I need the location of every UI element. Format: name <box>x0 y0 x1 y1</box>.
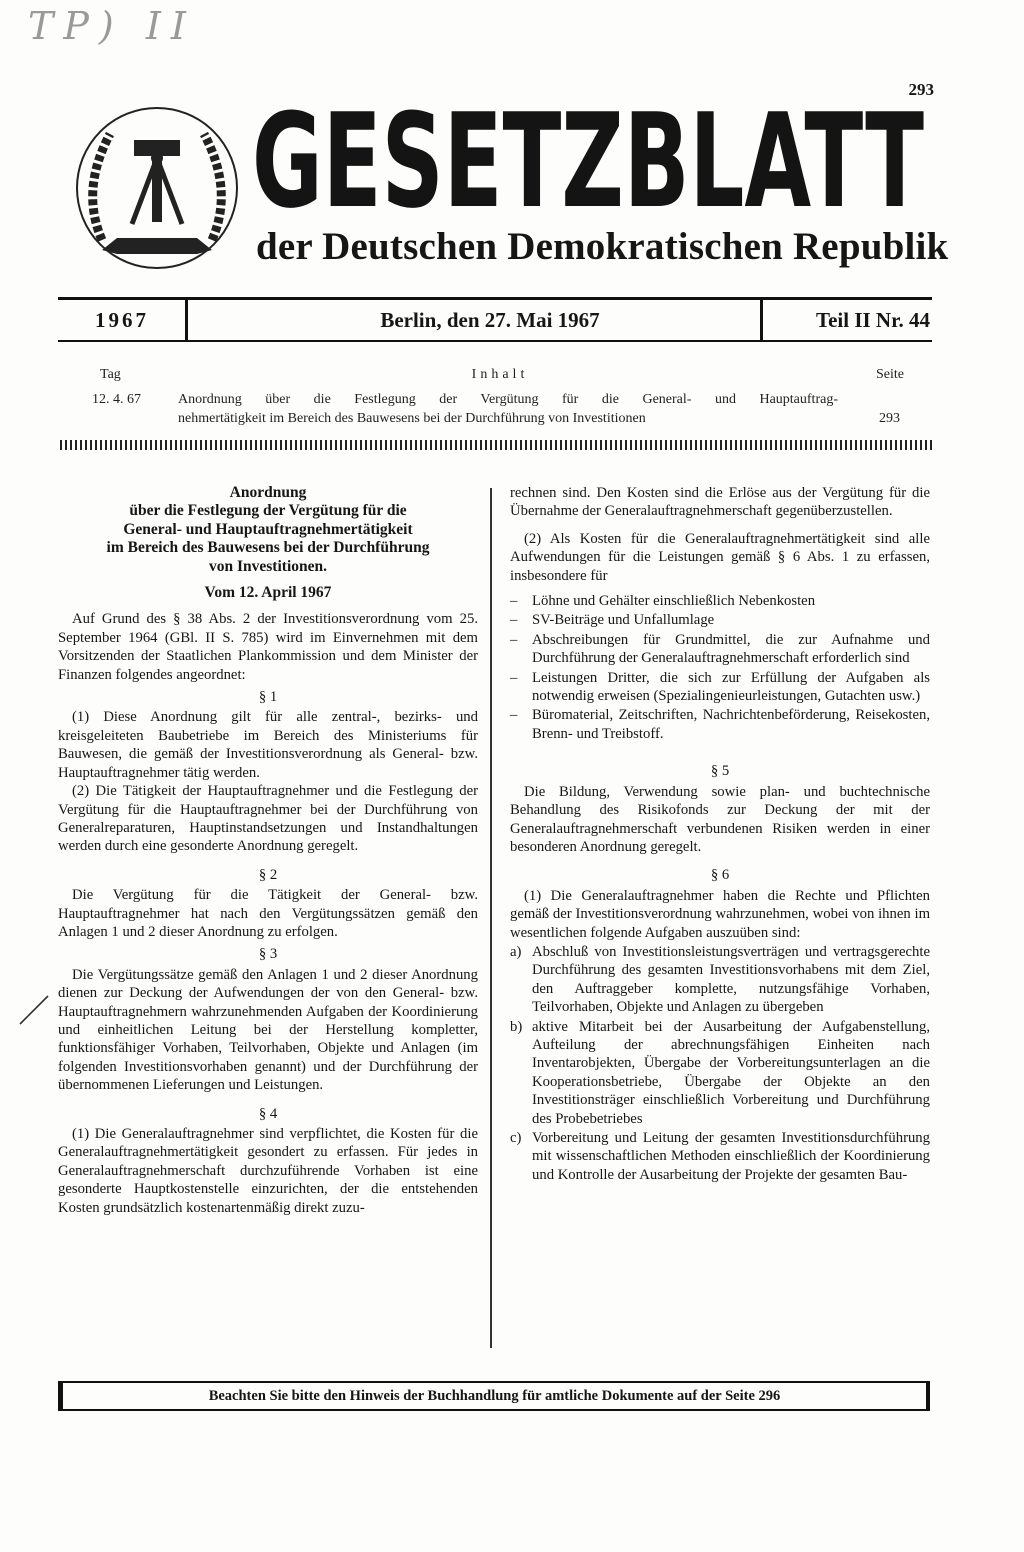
gdr-coat-of-arms-icon <box>72 100 242 278</box>
cost-list-item: – Abschreibungen für Grundmittel, die zur Aufnahme und Durchführung der Generalauftragnehmerschaft erforderlich sind <box>510 631 930 667</box>
cost-list-item: – Leistungen Dritter, die sich zur Erfüllung der Aufgaben als notwendig erweisen (Spezialingenieurleistungen, Gutachten usw.) <box>510 669 930 705</box>
header-divider-right <box>760 300 763 340</box>
page-number: 293 <box>908 80 934 99</box>
issue-part-number: Teil II Nr. 44 <box>816 308 930 332</box>
toc-entry-text: Anordnung über die Festlegung der Vergütung für die General- und Hauptauftrag- nehmertätigkeit im Bereich des Bauwesens bei der Durchführung von Investitionen <box>178 392 838 426</box>
column-divider <box>490 488 492 1348</box>
masthead-title <box>248 96 928 216</box>
section-1-heading: § 1 <box>258 689 278 706</box>
article-title: Anordnung über die Festlegung der Vergütung für die General- und Hauptauftragnehmertätigkeit im Bereich des Bauwesens bei der Durchführung von Investitionen. <box>106 484 430 575</box>
section-4-paragraph-1-start: (1) Die Generalauftragnehmer sind verpflichtet, die Kosten für die Generalauftragnehmertätigkeit gesondert zu erfassen. Für jedes in Generalauftragnehmerschaft durchzuführende Vorhaben ist eine gesonderte Hauptkostenstelle einzurichten, der die entstehenden Kosten grundsätzlich kostenartenmäßig direkt zuzu- <box>58 1126 478 1216</box>
toc-contents-header: Inhalt <box>471 367 529 382</box>
article-right-column <box>510 484 930 1185</box>
masthead-subtitle: der Deutschen Demokratischen Republik <box>256 225 949 268</box>
article-date: Vom 12. April 1967 <box>204 584 332 602</box>
section-3-paragraph: Die Vergütungssätze gemäß den Anlagen 1 und 2 dieser Anordnung dienen zur Deckung der Aufwendungen der von den General- bzw. Hauptauftragnehmern wahrzunehmenden Aufgaben der Koordinierung und einheitlichen Leitung bei der Herstellung kompletter, funktionsfähiger Vorhaben, Teilvorhaben, Objekte und Anlagen (im folgenden Investitionsvorhaben genannt) und der Durchführung der übernommenen Lieferungen und Leistungen. <box>58 966 478 1094</box>
section-6-heading: § 6 <box>710 867 730 884</box>
handwritten-note: TP) II <box>28 4 196 48</box>
svg-text:GESETZBLATT: GESETZBLATT <box>252 96 924 216</box>
section-1-paragraph-1: (1) Diese Anordnung gilt für alle zentral-, bezirks- und kreisgeleiteten Baubetriebe im Bereich des Ministeriums für Bauwesen, die gemäß der Investitionsverordnung als General- bzw. Hauptauftragnehmer tätig werden. <box>58 709 478 781</box>
section-4-heading: § 4 <box>258 1105 278 1122</box>
section-3-heading: § 3 <box>258 946 278 963</box>
preamble: Auf Grund des § 38 Abs. 2 der Investitionsverordnung vom 25. September 1964 (GBl. II S. 785) wird im Einvernehmen mit dem Vorsitzenden der Staatlichen Plankommission und dem Minister der Finanzen folgendes angeordnet: <box>58 611 478 683</box>
margin-pen-mark <box>14 990 54 1030</box>
section-2-heading: § 2 <box>258 866 278 883</box>
section-2-paragraph: Die Vergütung für die Tätigkeit der General- bzw. Hauptauftragnehmer hat nach den Vergütungssätzen gemäß den Anlagen 1 und 2 dieser Anordnung zu erfolgen. <box>58 887 478 940</box>
section-1-paragraph-2: (2) Die Tätigkeit der Hauptauftragnehmer und die Festlegung der Vergütung für die Hauptauftragnehmer bei der Durchführung von Generalreparaturen, Hauptinstandsetzungen und Instandhaltungen werden durch eine gesonderte Anordnung geregelt. <box>58 783 478 855</box>
bookstore-notice-box <box>58 1381 930 1411</box>
section-5-paragraph: Die Bildung, Verwendung sowie plan- und buchtechnische Behandlung des Risikofonds zur Deckung der mit der Generalauftragnehmerschaft verbundenen Risiken werden in einer besonderen Anordnung geregelt. <box>510 783 930 855</box>
header-divider-left <box>185 300 188 340</box>
contents-separator <box>60 440 932 450</box>
section-4-paragraph-1-end: rechnen sind. Den Kosten sind die Erlöse aus der Vergütung für die Übernahme der Generalauftragnehmerschaft gegenüberzustellen. <box>510 485 930 520</box>
cost-list-item: – Büromaterial, Zeitschriften, Nachrichtenbeförderung, Reisekosten, Brenn- und Treibstoff. <box>510 707 930 742</box>
toc-entry-page: 293 <box>879 411 900 426</box>
toc-entry-day: 12. 4. 67 <box>92 392 141 407</box>
header-top-rule <box>58 297 932 300</box>
task-list-item: b) aktive Mitarbeit bei der Ausarbeitung der Aufgabenstellung, Aufteilung der abrechnungsfähigen Einheiten nach Inventarobjekten, Übergabe der Vorbereitungsunterlagen an die Kooperationsbetriebe, Übergabe der Objekte an den Investitionsträger einschließlich Vorbereitung und Durchführung des Probebetriebes <box>510 1018 930 1127</box>
section-5-heading: § 5 <box>710 763 730 780</box>
section-6-paragraph-1: (1) Die Generalauftragnehmer haben die Rechte und Pflichten gemäß der Investitionsverordnung wahrzunehmen, wobei von ihnen im wesentlichen folgende Aufgaben auszuüben sind: <box>510 887 930 941</box>
issue-year: 1967 <box>95 308 149 332</box>
cost-list-item: – SV-Beiträge und Unfallumlage <box>510 612 715 629</box>
task-list-item: a) Abschluß von Investitionsleistungsverträgen und vertragsgerechte Durchführung des gesamten Investitionsvorhabens mit dem Ziel, den Auftraggeber komplette, nutzungsfähige Vorhaben, Teilvorhaben, Objekte und Anlagen zu übergeben <box>510 943 930 1016</box>
issue-place-date: Berlin, den 27. Mai 1967 <box>380 308 600 332</box>
section-4-paragraph-2: (2) Als Kosten für die Generalauftragnehmertätigkeit sind alle Aufwendungen für die Leistungen gemäß § 6 Abs. 1 zu erfassen, insbesondere für <box>510 530 930 584</box>
cost-list-item: – Löhne und Gehälter einschließlich Nebenkosten <box>510 593 816 610</box>
bookstore-notice-text: Beachten Sie bitte den Hinweis der Buchhandlung für amtliche Dokumente auf der Seite 296 <box>208 1388 781 1404</box>
article-left-column <box>58 484 478 1217</box>
header-bottom-rule <box>58 340 932 342</box>
toc-page-header: Seite <box>876 367 904 382</box>
task-list-item: c) Vorbereitung und Leitung der gesamten Investitionsdurchführung mit wissenschaftlichen Methoden einschließlich der Koordinierung und Kontrolle der Ausarbeitung der Projekte der gesamten Bau- <box>510 1130 930 1183</box>
toc-day-header: Tag <box>100 367 121 382</box>
